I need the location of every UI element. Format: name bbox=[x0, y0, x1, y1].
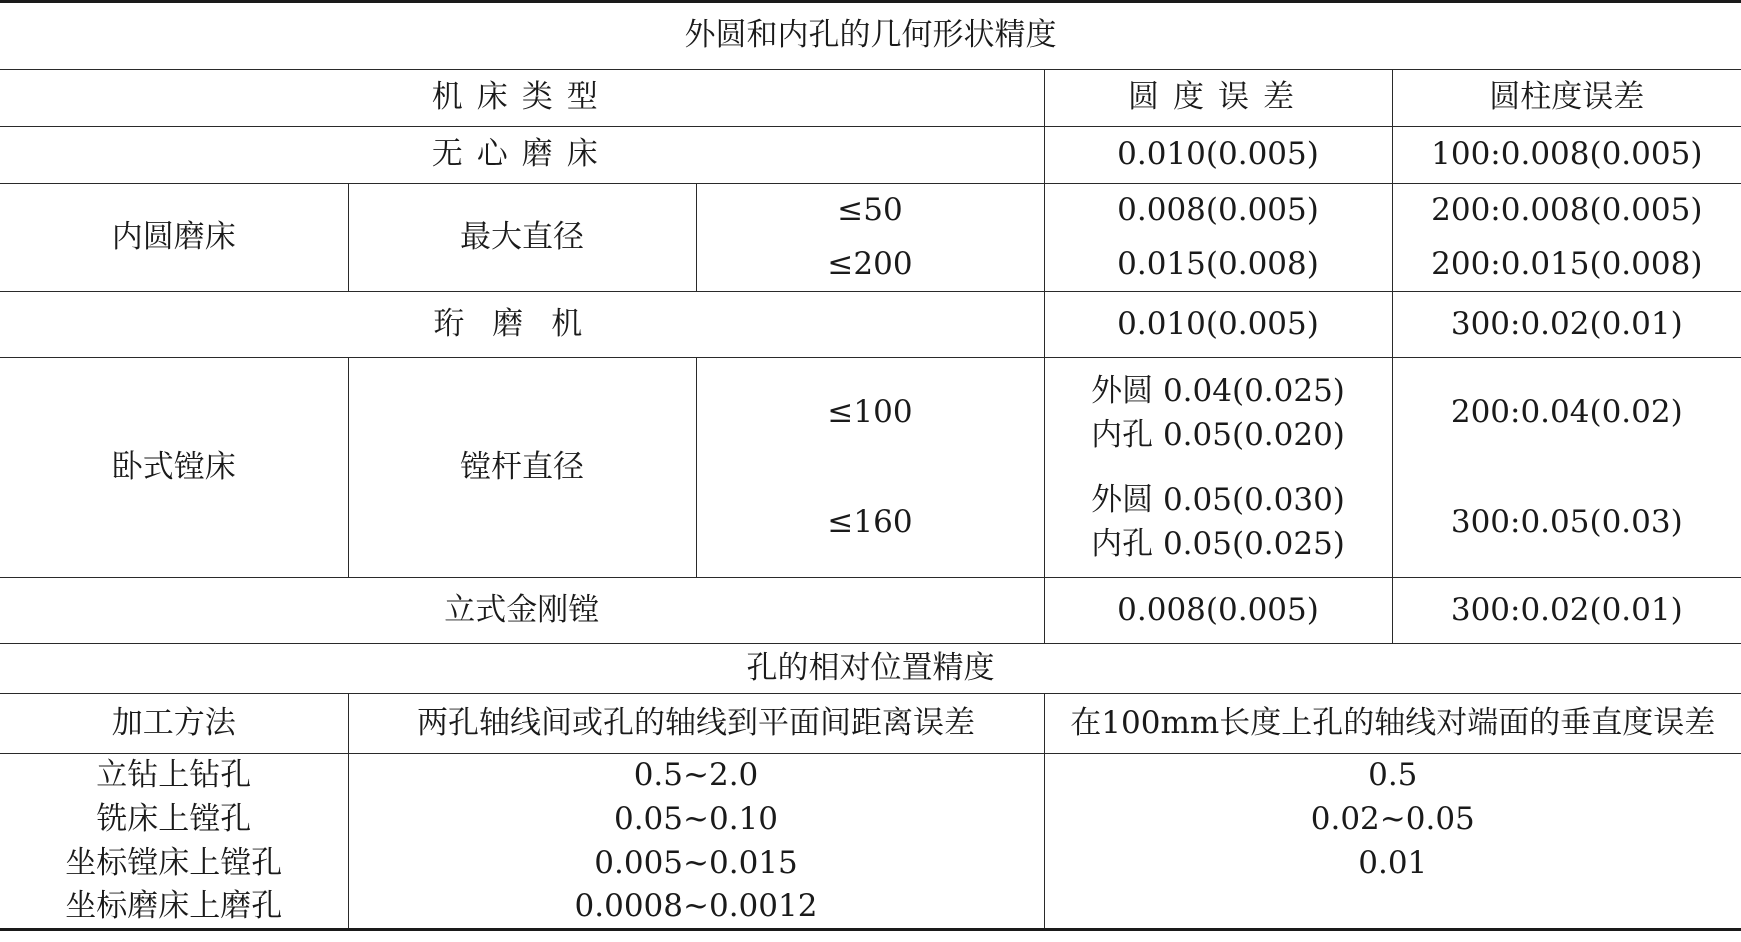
header-method: 加工方法 bbox=[0, 694, 348, 754]
method-row-4: 坐标磨床上磨孔 bbox=[0, 886, 348, 930]
row-boring-param: 镗杆直径 bbox=[348, 358, 696, 578]
row-diamond-roundness: 0.008(0.005) bbox=[1044, 578, 1392, 644]
boring-roundness-2-outer: 外圆 0.05(0.030) bbox=[1091, 482, 1345, 519]
row-honing-roundness: 0.010(0.005) bbox=[1044, 292, 1392, 358]
boring-roundness-1-outer: 外圆 0.04(0.025) bbox=[1091, 372, 1345, 409]
perp-row-4 bbox=[1044, 886, 1741, 930]
section2-title: 孔的相对位置精度 bbox=[0, 644, 1741, 694]
row-diamond-cylindricity: 300:0.02(0.01) bbox=[1392, 578, 1741, 644]
row-honing-cylindricity: 300:0.02(0.01) bbox=[1392, 292, 1741, 358]
distance-row-3: 0.005~0.015 bbox=[348, 842, 1044, 886]
perp-row-1: 0.5 bbox=[1044, 754, 1741, 798]
row-internal-cylindricity-2: 200:0.015(0.008) bbox=[1392, 238, 1741, 292]
method-row-2: 铣床上镗孔 bbox=[0, 798, 348, 842]
row-internal-size-1: ≤50 bbox=[696, 184, 1044, 238]
header-perpendicularity-error: 在100mm长度上孔的轴线对端面的垂直度误差 bbox=[1044, 694, 1741, 754]
row-internal-roundness-1: 0.008(0.005) bbox=[1044, 184, 1392, 238]
boring-roundness-2-inner: 内孔 0.05(0.025) bbox=[1091, 526, 1345, 563]
row-boring-size-2: ≤160 bbox=[696, 468, 1044, 578]
row-internal-size-2: ≤200 bbox=[696, 238, 1044, 292]
header-machine-type: 机床类型 bbox=[0, 70, 1044, 127]
row-diamond-boring-label: 立式金刚镗 bbox=[0, 578, 1044, 644]
perp-row-2: 0.02~0.05 bbox=[1044, 798, 1741, 842]
row-internal-cylindricity-1: 200:0.008(0.005) bbox=[1392, 184, 1741, 238]
row-centerless-grinder-label: 无心磨床 bbox=[0, 127, 1044, 184]
row-boring-cylindricity-2: 300:0.05(0.03) bbox=[1392, 468, 1741, 578]
section1-title: 外圆和内孔的几何形状精度 bbox=[0, 2, 1741, 70]
header-distance-error: 两孔轴线间或孔的轴线到平面间距离误差 bbox=[348, 694, 1044, 754]
row-boring-size-1: ≤100 bbox=[696, 358, 1044, 468]
distance-row-4: 0.0008~0.0012 bbox=[348, 886, 1044, 930]
row-internal-param: 最大直径 bbox=[348, 184, 696, 292]
header-cylindricity-error: 圆柱度误差 bbox=[1392, 70, 1741, 127]
header-roundness-error: 圆度误差 bbox=[1044, 70, 1392, 127]
row-boring-roundness-1 bbox=[1044, 358, 1392, 468]
distance-row-2: 0.05~0.10 bbox=[348, 798, 1044, 842]
perp-row-3: 0.01 bbox=[1044, 842, 1741, 886]
row-centerless-roundness: 0.010(0.005) bbox=[1044, 127, 1392, 184]
row-boring-cylindricity-1: 200:0.04(0.02) bbox=[1392, 358, 1741, 468]
row-centerless-cylindricity: 100:0.008(0.005) bbox=[1392, 127, 1741, 184]
row-boring-roundness-2 bbox=[1044, 468, 1392, 578]
method-row-3: 坐标镗床上镗孔 bbox=[0, 842, 348, 886]
row-internal-roundness-2: 0.015(0.008) bbox=[1044, 238, 1392, 292]
distance-row-1: 0.5~2.0 bbox=[348, 754, 1044, 798]
boring-roundness-1-inner: 内孔 0.05(0.020) bbox=[1091, 416, 1345, 453]
row-honing-label: 珩磨机 bbox=[0, 292, 1044, 358]
row-internal-grinder-label: 内圆磨床 bbox=[0, 184, 348, 292]
row-horizontal-boring-label: 卧式镗床 bbox=[0, 358, 348, 578]
method-row-1: 立钻上钻孔 bbox=[0, 754, 348, 798]
